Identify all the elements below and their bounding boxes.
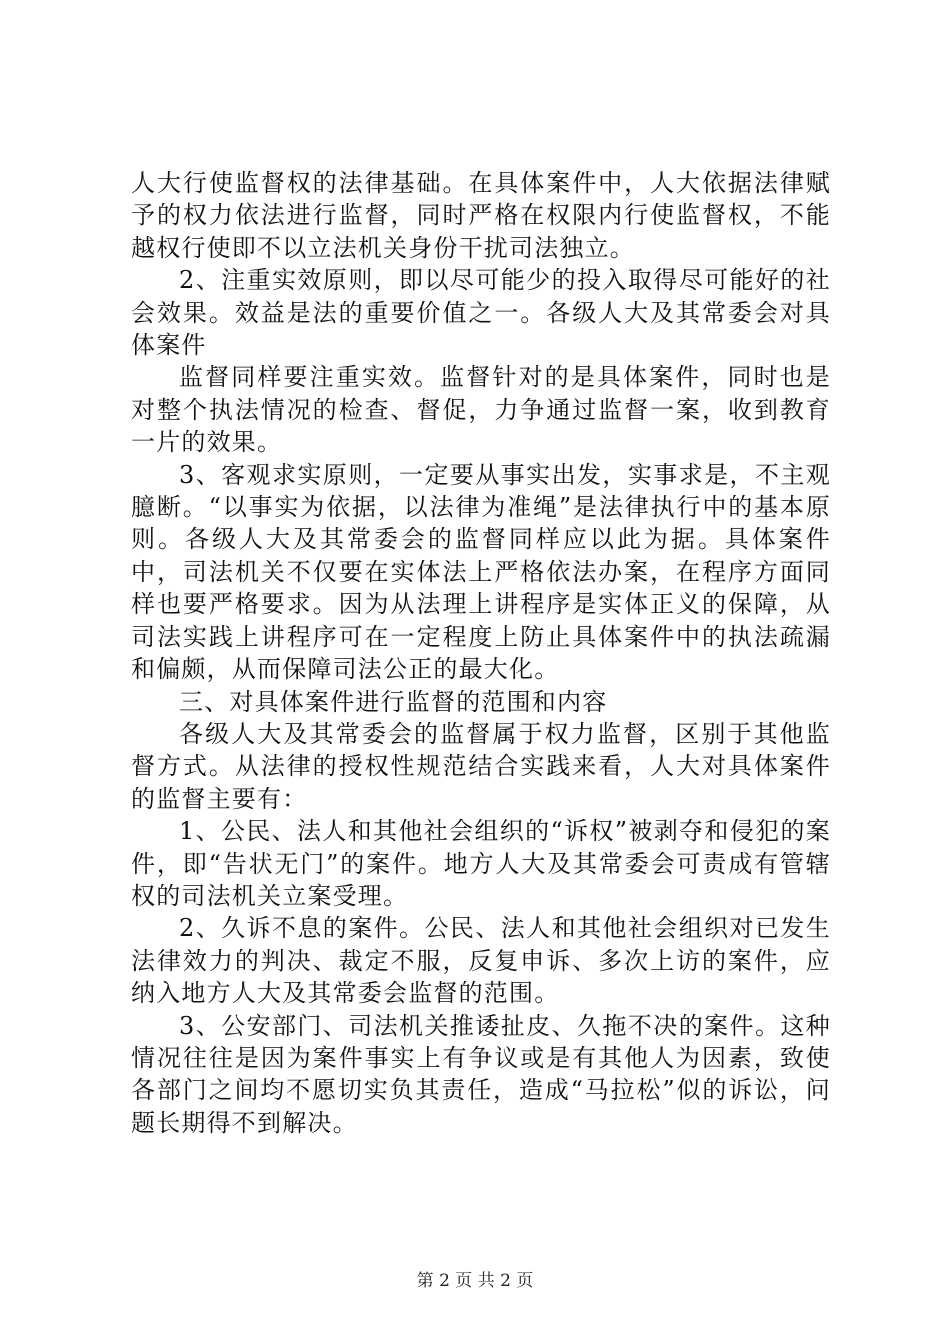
- paragraph-supervision-effect: 监督同样要注重实效。监督针对的是具体案件，同时也是对整个执法情况的检查、督促，力争通过监督一案，收到教育一片的效果。: [131, 363, 831, 457]
- paragraph-scope-intro: 各级人大及其常委会的监督属于权力监督，区别于其他监督方式。从法律的授权性规范结合实践来看，人大对具体案件的监督主要有：: [131, 719, 831, 813]
- page-number-footer: 第 2 页 共 2 页: [416, 1271, 534, 1291]
- paragraph-continuation: 人大行使监督权的法律基础。在具体案件中，人大依据法律赋予的权力依法进行监督，同时严格在权限内行使监督权，不能越权行使即不以立法机关身份干扰司法独立。: [131, 169, 831, 262]
- paragraph-scope-item-2: 2、久诉不息的案件。公民、法人和其他社会组织对已发生法律效力的判决、裁定不服，反复申诉、多次上访的案件，应纳入地方人大及其常委会监督的范围。: [131, 914, 831, 1008]
- paragraph-scope-item-1: 1、公民、法人和其他社会组织的“诉权”被剥夺和侵犯的案件，即“告状无门”的案件。地方人大及其常委会可责成有管辖权的司法机关立案受理。: [131, 817, 831, 910]
- section-heading-scope: 三、对具体案件进行监督的范围和内容: [179, 687, 608, 716]
- document-body: [131, 167, 831, 1139]
- paragraph-principle-effectiveness: 2、注重实效原则，即以尽可能少的投入取得尽可能好的社会效果。效益是法的重要价值之一。各级人大及其常委会对具体案件: [131, 266, 831, 360]
- paragraph-principle-objectivity: 3、客观求实原则，一定要从事实出发，实事求是，不主观臆断。“以事实为依据，以法律为准绳”是法律执行中的基本原则。各级人大及其常委会的监督同样应以此为据。具体案件中，司法机关不仅要在实体法上严格依法办案，在程序方面同样也要严格要求。因为从法理上讲程序是实体正义的保障，从司法实践上讲程序可在一定程度上防止具体案件中的执法疏漏和偏颇，从而保障司法公正的最大化。: [131, 460, 831, 684]
- paragraph-scope-item-3: 3、公安部门、司法机关推诿扯皮、久拖不决的案件。这种情况往往是因为案件事实上有争议或是有其他人为因素，致使各部门之间均不愿切实负其责任，造成“马拉松”似的诉讼，问题长期得不到解决。: [131, 1011, 831, 1137]
